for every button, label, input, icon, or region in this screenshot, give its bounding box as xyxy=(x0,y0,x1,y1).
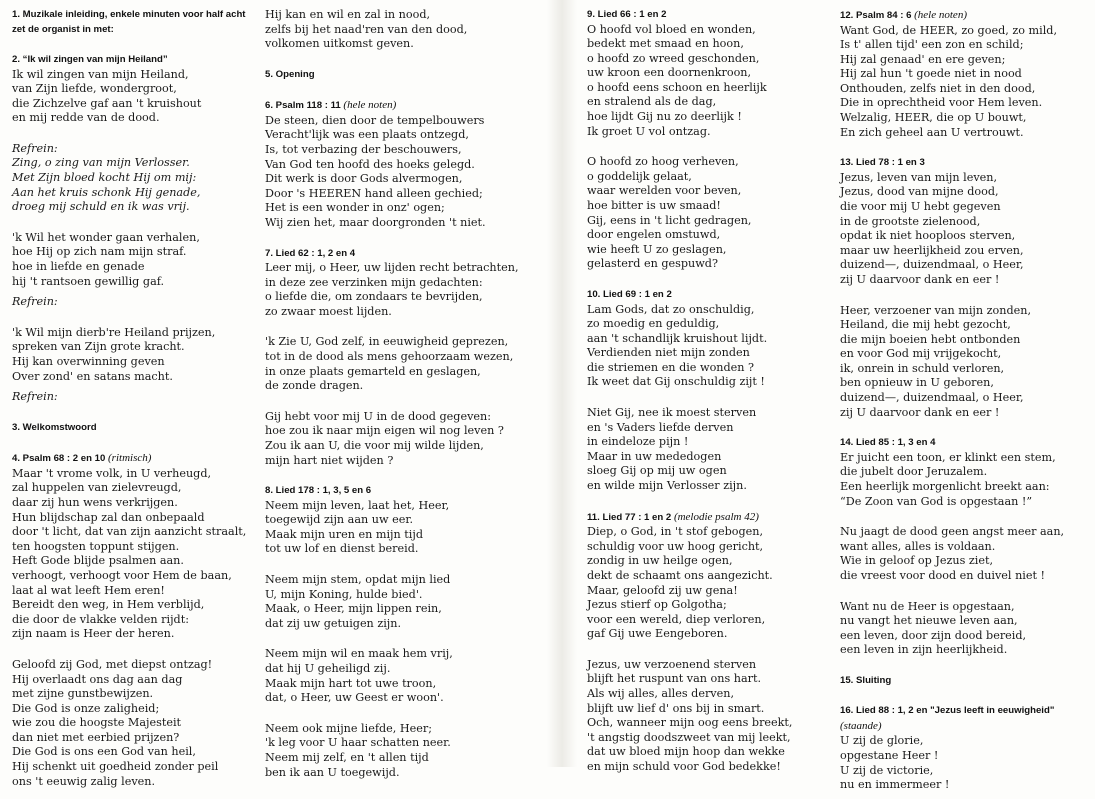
hymn-section xyxy=(587,510,827,642)
verse-line: Diep, o God, in 't stof gebogen, xyxy=(587,525,764,539)
spacer xyxy=(840,146,1090,156)
spacer xyxy=(840,590,1090,600)
spacer xyxy=(587,396,827,406)
verse-line: dat uw bloed mijn hoop dan wekke xyxy=(587,745,785,759)
spacer xyxy=(12,43,257,53)
verse-block xyxy=(12,658,257,789)
heading-text: 1. Muzikale inleiding, enkele minuten voor half acht xyxy=(12,9,246,20)
verse-line: toegewijd zijn aan uw eer. xyxy=(265,513,414,527)
verse-line: Maak, o Heer, mijn lippen rein, xyxy=(265,602,442,616)
heading-continuation: zet de organist in met: xyxy=(12,23,114,35)
verse-line: zo zwaar moest lijden. xyxy=(265,304,392,318)
verse-line: uw kroon een doornenkroon, xyxy=(587,66,752,80)
verse-block xyxy=(265,722,565,780)
verse-line: in onze plaats gemarteld en geslagen, xyxy=(265,364,481,378)
hymn-section xyxy=(265,98,565,230)
verse-line: Jezus, leven van mijn leven, xyxy=(840,170,998,184)
verse-line: Door 's HEEREN hand alleen gechied; xyxy=(265,186,483,200)
verse-line: U, mijn Koning, hulde bied'. xyxy=(265,587,423,601)
verse-line: Refrein: xyxy=(12,390,58,404)
verse-line: de zonde dragen. xyxy=(265,379,364,393)
verse-line: Hun blijdschap zal dan onbepaald xyxy=(12,510,205,524)
spacer xyxy=(265,325,565,335)
verse-line: door engelen omstuwd, xyxy=(587,228,721,242)
verse-line: Maar in uw mededogen xyxy=(587,449,722,463)
hymn-section xyxy=(12,53,257,126)
hymn-section xyxy=(265,484,565,557)
verse-line: Met Zijn bloed kocht Hij om mij: xyxy=(12,171,197,185)
verse-line: verhoogt, verhoogt voor Hem de baan, xyxy=(12,568,232,582)
verse-line: hoe Hij op zich nam mijn straf. xyxy=(12,245,187,259)
verse-block xyxy=(840,600,1090,658)
verse-line: Refrein: xyxy=(12,141,58,155)
verse-line: hoe lijdt Gij nu zo deerlijk ! xyxy=(587,110,742,124)
verse-line: nu vangt het nieuwe leven aan, xyxy=(840,614,1018,628)
heading-note: (hele noten) xyxy=(914,9,967,21)
verse-line: Maak mijn hart tot uwe troon, xyxy=(265,676,437,690)
verse-block xyxy=(265,573,565,631)
verse-line: want alles, alles is voldaan. xyxy=(840,539,996,553)
verse-line: De steen, dien door de tempelbouwers xyxy=(265,113,485,127)
heading-note: (ritmisch) xyxy=(108,452,152,465)
verse-line: Onthouden, zelfs niet in den dood, xyxy=(840,81,1036,95)
section-heading xyxy=(12,53,257,68)
verse-block xyxy=(265,8,565,52)
heading-text: 11. Lied 77 : 1 en 2 xyxy=(587,511,672,523)
heading-text: 5. Opening xyxy=(265,68,315,80)
verse-line: o hoofd eens schoon en heerlijk xyxy=(587,80,767,94)
verse-line: 'k Zie U, God zelf, in eeuwigheid geprezen, xyxy=(265,335,509,349)
verse-line: Refrein: xyxy=(12,295,58,309)
verse-line: Leer mij, o Heer, uw lijden recht betrachten, xyxy=(265,261,519,275)
verse-line: tot in de dood als mens gehoorzaam wezen, xyxy=(265,350,514,363)
verse-line: dekt de schaamt ons aangezicht. xyxy=(587,568,773,582)
verse-line: en wilde mijn Verlosser zijn. xyxy=(587,479,747,493)
spacer xyxy=(840,694,1090,704)
section-heading xyxy=(840,436,1090,451)
verse-line: Is t' allen tijd' een zon en schild; xyxy=(840,38,1024,52)
verse-line: Neem mij zelf, en 't allen tijd xyxy=(265,750,429,764)
verse-line: dat zij uw getuigen zijn. xyxy=(265,616,402,630)
verse-block xyxy=(587,658,827,775)
verse-line: Dit werk is door Gods alvermogen, xyxy=(265,172,463,186)
verse-line: hoe zou ik naar mijn eigen wil nog leven ? xyxy=(265,424,504,438)
verse-line: Die God is onze zaligheid; xyxy=(12,701,160,715)
verse-line: ten hoogsten toppunt stijgen. xyxy=(12,539,180,553)
verse-line: tot uw lof en dienst bereid. xyxy=(265,542,419,556)
column-2 xyxy=(265,8,565,786)
hymn-section xyxy=(265,247,565,320)
verse-line: ik, onrein in schuld verloren, xyxy=(840,361,1005,375)
hymn-section xyxy=(587,8,827,139)
heading-text: 9. Lied 66 : 1 en 2 xyxy=(587,9,667,20)
verse-line: dat hij U geheiligd zij. xyxy=(265,662,391,675)
spacer xyxy=(265,637,565,647)
verse-line: Neem mijn stem, opdat mijn lied xyxy=(265,573,451,587)
heading-text: 14. Lied 85 : 1, 3 en 4 xyxy=(840,437,936,449)
spacer xyxy=(265,474,565,484)
section-heading xyxy=(587,8,827,23)
verse-line: Hij kan en wil en zal in nood, xyxy=(265,8,431,21)
hymn-section xyxy=(12,451,257,642)
heading-text: 2. “Ik wil zingen van mijn Heiland” xyxy=(12,54,168,65)
verse-line: en stralend als de dag, xyxy=(587,95,717,109)
heading-note: (staande) xyxy=(840,719,882,732)
section-heading xyxy=(840,8,1090,24)
verse-line: duizend—, duizendmaal, o Heer, xyxy=(840,391,1024,405)
verse-line: zij U daarvoor dank en eer ! xyxy=(840,405,1000,419)
hymn-section xyxy=(840,674,1090,689)
verse-line: En zich geheel aan U vertrouwt. xyxy=(840,125,1024,139)
verse-line: en 's Vaders liefde derven xyxy=(587,420,734,434)
verse-line: Gij, eens in 't licht gedragen, xyxy=(587,213,752,227)
verse-line: zij U daarvoor dank en eer ! xyxy=(840,272,1000,286)
section-heading xyxy=(265,68,565,83)
heading-text: 13. Lied 78 : 1 en 3 xyxy=(840,157,925,169)
verse-line: en mijn schuld voor God bedekke! xyxy=(587,760,781,774)
verse-line: Maar 't vrome volk, in U verheugd, xyxy=(12,466,212,480)
verse-line: Zing, o zing van mijn Verlosser. xyxy=(12,156,190,170)
verse-line: daar zij hun wens verkrijgen. xyxy=(12,495,178,509)
section-heading xyxy=(265,98,565,114)
spacer xyxy=(265,237,565,247)
verse-line: droeg mij schuld en ik was vrij. xyxy=(12,200,190,214)
verse-block xyxy=(587,406,827,494)
verse-line: blijft uw lief d' ons bij in smart. xyxy=(587,701,765,715)
verse-line: 'k Wil mijn dierb're Heiland prijzen, xyxy=(12,325,216,339)
verse-block xyxy=(12,326,257,384)
verse-line: Maar, geloofd zij uw gena! xyxy=(587,583,738,597)
spacer xyxy=(265,58,565,68)
spacer xyxy=(840,664,1090,674)
verse-line: Bereidt den weg, in Hem verblijd, xyxy=(12,598,205,612)
verse-line: Jezus stierf op Golgotha; xyxy=(587,598,727,612)
verse-line: zo moedig en geduldig, xyxy=(587,317,720,331)
hymn-section xyxy=(265,68,565,83)
verse-line: Ik groet U vol ontzag. xyxy=(587,124,711,138)
spacer xyxy=(12,648,257,658)
verse-line: zal huppelen van zielevreugd, xyxy=(12,481,182,495)
verse-line: aan 't schandlijk kruishout lijdt. xyxy=(587,331,768,345)
section-heading xyxy=(587,510,827,526)
heading-text: 7. Lied 62 : 1, 2 en 4 xyxy=(265,247,356,259)
verse-block xyxy=(840,525,1090,583)
hymn-section xyxy=(840,8,1090,140)
verse-line: in de grootste zielenood, xyxy=(840,214,981,228)
column-4 xyxy=(840,8,1090,799)
verse-line: U zij de glorie, xyxy=(840,734,924,748)
verse-block xyxy=(840,304,1090,421)
verse-line: Gij hebt voor mij U in de dood gegeven: xyxy=(265,409,491,423)
section-heading xyxy=(12,421,257,436)
verse-line: U zij de victorie, xyxy=(840,763,934,777)
hymn-section xyxy=(840,156,1090,287)
verse-line: Welzalig, HEER, die op U bouwt, xyxy=(840,111,1027,125)
verse-block xyxy=(12,295,257,310)
verse-line: Verdienden niet mijn zonden xyxy=(587,346,750,360)
verse-block xyxy=(12,390,257,405)
verse-line: Als wij alles, alles derven, xyxy=(587,687,735,701)
verse-line: zijn naam is Heer der heren. xyxy=(12,627,175,641)
verse-line: Hij overlaadt ons dag aan dag xyxy=(12,672,183,686)
verse-line: hij 't rantsoen gewillig gaf. xyxy=(12,274,165,288)
verse-line: wie zou die hoogste Majesteit xyxy=(12,716,182,730)
verse-line: laat al wat leeft Hem eren! xyxy=(12,583,165,597)
verse-line: die voor mij U hebt gegeven xyxy=(840,199,1001,213)
verse-line: ons 't eeuwig zalig leven. xyxy=(12,774,156,788)
verse-line: Wie in geloof op Jezus ziet, xyxy=(840,554,994,568)
spacer xyxy=(840,515,1090,525)
verse-line: in deze zee verzinken mijn gedachten: xyxy=(265,275,483,289)
spacer xyxy=(840,426,1090,436)
spacer xyxy=(12,221,257,231)
verse-line: dat, o Heer, uw Geest er woon'. xyxy=(265,691,444,705)
heading-note: (melodie psalm 42) xyxy=(673,510,759,523)
spacer xyxy=(587,648,827,658)
verse-line: Ik wil zingen van mijn Heiland, xyxy=(12,67,189,81)
verse-line: Neem mijn leven, laat het, Heer, xyxy=(265,498,450,512)
verse-line: o goddelijk gelaat, xyxy=(587,169,692,183)
verse-line: wie heeft U zo geslagen, xyxy=(587,242,727,256)
verse-line: Veracht'lijk was een plaats ontzegd, xyxy=(265,128,469,142)
verse-line: Hij zal genaad' en ere geven; xyxy=(840,52,1006,66)
heading-text: 10. Lied 69 : 1 en 2 xyxy=(587,289,672,300)
heading-text: 12. Psalm 84 : 6 xyxy=(840,10,912,21)
verse-line: die jubelt door Jeruzalem. xyxy=(840,465,988,479)
verse-line: gaf Gij uwe Eengeboren. xyxy=(587,627,728,641)
verse-line: met zijne gunstbewijzen. xyxy=(12,687,154,701)
verse-line: nu en immermeer ! xyxy=(840,778,950,792)
verse-line: die door de vlakke velden rijdt: xyxy=(12,612,189,626)
verse-line: O hoofd zo hoog verheven, xyxy=(587,155,739,169)
verse-line: in eindeloze pijn ! xyxy=(587,435,689,449)
spacer xyxy=(265,563,565,573)
verse-block xyxy=(265,410,565,468)
verse-block xyxy=(265,647,565,705)
hymn-section xyxy=(12,421,257,436)
verse-line: Och, wanneer mijn oog eens breekt, xyxy=(587,716,793,730)
spacer xyxy=(265,88,565,98)
heading-text: 3. Welkomstwoord xyxy=(12,421,97,433)
verse-block xyxy=(12,231,257,289)
hymn-section xyxy=(840,436,1090,509)
verse-line: duizend—, duizendmaal, o Heer, xyxy=(840,258,1024,272)
verse-line: Heft Gode blijde psalmen aan. xyxy=(12,554,184,568)
heading-text: 6. Psalm 118 : 11 xyxy=(265,100,341,112)
verse-line: Ik weet dat Gij onschuldig zijt ! xyxy=(587,375,765,389)
verse-line: Het is een wonder in onz' ogen; xyxy=(265,201,445,215)
verse-line: mijn hart niet wijden ? xyxy=(265,453,394,467)
section-heading xyxy=(840,156,1090,171)
verse-line: Heer, verzoener van mijn zonden, xyxy=(840,303,1032,317)
verse-line: Neem ook mijne liefde, Heer; xyxy=(265,721,432,735)
column-1 xyxy=(12,8,257,795)
verse-line: die vreest voor dood en duivel niet ! xyxy=(840,568,1046,582)
verse-line: maar uw heerlijkheid zou erven, xyxy=(840,243,1024,257)
verse-line: van Zijn liefde, wondergroot, xyxy=(12,82,177,96)
verse-line: Niet Gij, nee ik moest sterven xyxy=(587,406,757,420)
verse-line: Hij schenkt uit goedheid zonder peil xyxy=(12,760,219,774)
section-heading xyxy=(265,484,565,499)
verse-line: door 't licht, dat van zijn aanzicht straalt, xyxy=(12,525,247,539)
verse-line: O hoofd vol bloed en wonden, xyxy=(587,22,756,36)
verse-line: Want nu de Heer is opgestaan, xyxy=(840,599,1015,613)
spacer xyxy=(12,316,257,326)
verse-line: Die in oprechtheid voor Hem leven. xyxy=(840,96,1043,110)
verse-line: en voor God mij vrijgekocht, xyxy=(840,347,1002,361)
verse-line: dan niet met eerbied prijzen? xyxy=(12,730,180,744)
verse-line: Een heerlijk morgenlicht breekt aan: xyxy=(840,479,1050,493)
verse-line: ben ik aan U toegewijd. xyxy=(265,765,400,779)
column-3 xyxy=(587,8,827,781)
verse-line: Hij zal hun 't goede niet in nood xyxy=(840,67,1022,81)
heading-note: (hele noten) xyxy=(343,99,397,112)
section-heading xyxy=(12,8,257,23)
hymn-section xyxy=(840,704,1090,792)
heading-text: 8. Lied 178 : 1, 3, 5 en 6 xyxy=(265,485,372,497)
verse-line: die mijn boeien hebt ontbonden xyxy=(840,332,1021,346)
verse-line: 'k Wil het wonder gaan verhalen, xyxy=(12,230,200,244)
verse-block xyxy=(265,335,565,393)
verse-line: gelasterd en gespuwd? xyxy=(587,257,718,271)
verse-line: die striemen en die wonden ? xyxy=(587,360,755,374)
verse-line: een leven in zijn heerlijkheid. xyxy=(840,643,1008,657)
verse-line: ben opnieuw in U geboren, xyxy=(840,376,994,390)
verse-line: Er juicht een toon, er klinkt een stem, xyxy=(840,450,1056,464)
verse-line: Lam Gods, dat zo onschuldig, xyxy=(587,302,755,316)
verse-line: Over zond' en satans macht. xyxy=(12,369,173,383)
section-heading xyxy=(587,288,827,303)
verse-line: bedekt met smaad en hoon, xyxy=(587,37,744,51)
hymn-section xyxy=(587,288,827,390)
verse-block xyxy=(12,142,257,215)
spacer xyxy=(587,278,827,288)
verse-line: Want God, de HEER, zo goed, zo mild, xyxy=(840,23,1058,37)
verse-line: Die God is ons een God van heil, xyxy=(12,745,196,759)
verse-line: Wij zien het, maar doorgronden 't niet. xyxy=(265,215,486,229)
verse-line: 'k leg voor U haar schatten neer. xyxy=(265,736,451,750)
verse-line: Is, tot verbazing der beschouwers, xyxy=(265,142,462,156)
verse-line: Van God ten hoofd des hoeks gelegd. xyxy=(265,157,475,171)
verse-block xyxy=(587,155,827,272)
verse-line: volkomen uitkomst geven. xyxy=(265,37,414,51)
verse-line: zondig in uw heilge ogen, xyxy=(587,554,733,568)
verse-line: Hij kan overwinning geven xyxy=(12,355,165,368)
verse-line: Heiland, die mij hebt gezocht, xyxy=(840,318,1011,332)
verse-line: Neem mijn wil en maak hem vrij, xyxy=(265,647,453,661)
heading-text: 4. Psalm 68 : 2 en 10 xyxy=(12,453,106,465)
verse-line: Zou ik aan U, die voor mij wilde lijden, xyxy=(265,438,484,452)
verse-line: o liefde die, om zondaars te bevrijden, xyxy=(265,290,483,304)
verse-line: schuldig voor uw hoog gericht, xyxy=(587,539,764,553)
spacer xyxy=(265,400,565,410)
verse-line: zelfs bij het naad'ren van den dood, xyxy=(265,22,468,36)
verse-line: o hoofd zo wreed geschonden, xyxy=(587,51,760,65)
spacer xyxy=(265,712,565,722)
spacer xyxy=(587,145,827,155)
verse-line: “De Zoon van God is opgestaan !” xyxy=(840,494,1033,508)
spacer xyxy=(840,294,1090,304)
verse-line: hoe in liefde en genade xyxy=(12,260,145,274)
spacer xyxy=(12,411,257,421)
section-heading xyxy=(12,451,257,467)
verse-line: opgestane Heer ! xyxy=(840,748,939,762)
verse-line: 't angstig doodszweet van mij leekt, xyxy=(587,730,791,744)
verse-line: blijft het ruspunt van ons hart. xyxy=(587,672,762,686)
verse-line: Nu jaagt de dood geen angst meer aan, xyxy=(840,525,1065,539)
verse-line: voor een wereld, diep verloren, xyxy=(587,612,766,626)
spacer xyxy=(12,441,257,451)
verse-line: opdat ik niet hooploos sterven, xyxy=(840,229,1016,243)
verse-line: Aan het kruis schonk Hij genade, xyxy=(12,185,201,199)
spacer xyxy=(587,500,827,510)
heading-text: 16. Lied 88 : 1, 2 en "Jezus leeft in eeuwigheid" xyxy=(840,705,1055,717)
verse-line: sloeg Gij op mij uw ogen xyxy=(587,464,727,478)
hymn-section xyxy=(12,8,257,37)
verse-line: hoe bitter is uw smaad! xyxy=(587,199,721,213)
section-heading xyxy=(265,247,565,262)
verse-line: Jezus, dood van mijne dood, xyxy=(840,185,999,199)
verse-line: een leven, door zijn dood bereid, xyxy=(840,628,1027,642)
spacer xyxy=(12,132,257,142)
verse-line: Maak mijn uren en mijn tijd xyxy=(265,527,423,541)
verse-line: Jezus, uw verzoenend sterven xyxy=(587,657,757,671)
heading-text: 15. Sluiting xyxy=(840,674,892,686)
verse-line: waar werelden voor beven, xyxy=(587,184,742,198)
verse-line: die Zichzelve gaf aan 't kruishout xyxy=(12,96,202,110)
section-heading xyxy=(840,674,1090,689)
verse-line: spreken van Zijn grote kracht. xyxy=(12,340,185,354)
section-heading xyxy=(840,704,1090,734)
verse-line: Geloofd zij God, met diepst ontzag! xyxy=(12,657,213,671)
verse-line: en mij redde van de dood. xyxy=(12,111,160,125)
